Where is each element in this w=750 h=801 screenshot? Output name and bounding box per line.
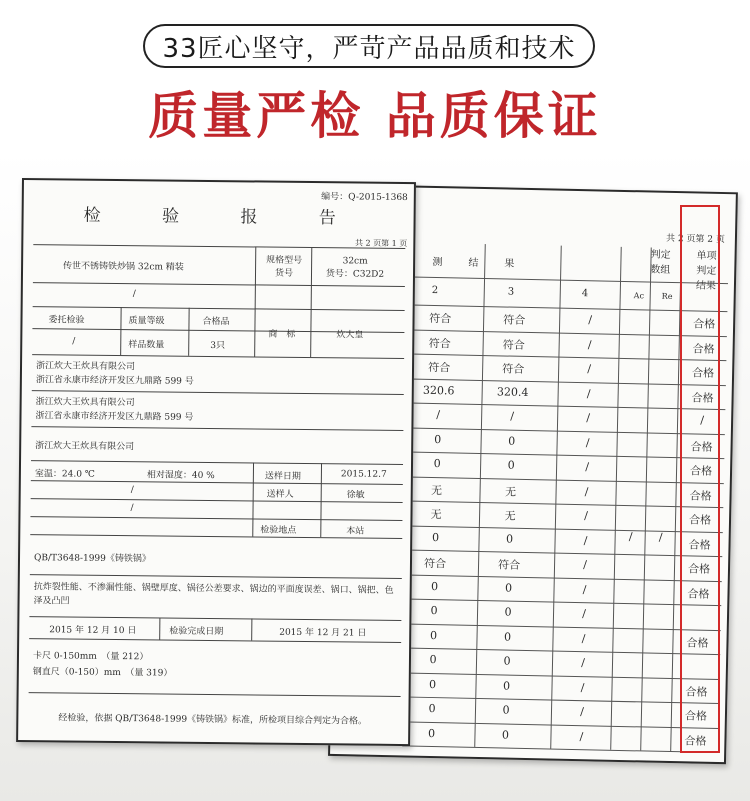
- results-header: 测 结 果: [432, 256, 517, 270]
- company-2-address: 浙江省永康市经济开发区九鼎路 599 号: [35, 411, 194, 423]
- entrust-label: 委托检验: [48, 315, 85, 326]
- single-judge-result: 合格: [687, 586, 710, 601]
- result-col-4: /: [586, 411, 591, 425]
- single-judge-result: 合格: [691, 390, 714, 405]
- single-judge-header: 单项 判定 结果: [695, 250, 717, 292]
- conclusion: 经检验，依据 QB/T3648-1999《铸铁锅》标准，所检项目综合判定为合格。: [58, 713, 368, 727]
- result-col-4: /: [579, 729, 584, 743]
- column-divider: [640, 248, 652, 751]
- single-judge-result: 合格: [693, 317, 716, 331]
- result-col-2: 0: [430, 579, 439, 593]
- slogan-pill: [143, 24, 595, 68]
- finish-date: 2015 年 12 月 21 日: [279, 627, 367, 639]
- judge-header: 判定 数组: [650, 249, 671, 276]
- result-col-4: /: [581, 631, 586, 645]
- result-col-3: 0: [502, 703, 510, 717]
- result-col-4: /: [583, 533, 588, 547]
- result-col-2: 0: [428, 701, 436, 716]
- result-col-3: 0: [504, 581, 513, 595]
- single-judge-result: 合格: [685, 684, 708, 699]
- report-page-1: [16, 178, 416, 746]
- result-col-3: 320.4: [496, 384, 529, 399]
- col-re-header: Re: [661, 291, 673, 301]
- slogan-text: 33匠心坚守，严苛产品品质和技术: [162, 33, 576, 64]
- result-col-2: 0: [430, 603, 438, 618]
- result-col-3: 0: [501, 728, 510, 742]
- slash: /: [130, 485, 134, 496]
- company-2-name: 浙江炊大王炊具有限公司: [35, 397, 135, 409]
- slash: /: [132, 289, 136, 300]
- company-3-name: 浙江炊大王炊具有限公司: [35, 441, 135, 453]
- single-judge-result: /: [700, 413, 705, 427]
- sender-label: 送样人: [266, 489, 294, 500]
- result-col-3: 0: [503, 654, 511, 668]
- send-date: 2015.12.7: [340, 469, 387, 480]
- result-col-3: 0: [503, 630, 512, 644]
- send-date-label: 送样日期: [264, 471, 301, 482]
- sample-qty-label: 样品数量: [128, 340, 165, 351]
- single-judge-result: 合格: [690, 439, 713, 454]
- headline: 质量严检 品质保证: [148, 87, 602, 145]
- result-col-3: 0: [504, 605, 512, 619]
- spec-value: 32cm 货号：C32D2: [325, 256, 385, 280]
- test-items: 抗炸裂性能、不渗漏性能、锅壁厚度、锅径公差要求、锅边的平面度误差、锅口、锅把、色泽及凸凹: [33, 582, 394, 607]
- result-col-2: 0: [434, 432, 442, 446]
- brand-label: 商 标: [268, 329, 296, 340]
- result-col-3: 0: [505, 532, 514, 546]
- result-col-3: 符合: [503, 313, 526, 327]
- result-col-4: /: [583, 558, 588, 572]
- result-col-2: /: [436, 408, 441, 422]
- result-col-2: 0: [431, 530, 440, 544]
- instrument-1: 卡尺 0-150mm （量 212）: [32, 651, 149, 663]
- result-col-4: /: [580, 705, 584, 719]
- doc-number: 编号：Q-2015-1368: [321, 192, 408, 204]
- result-col-3: 符合: [502, 337, 525, 352]
- result-col-2: 320.6: [422, 383, 455, 397]
- result-col-3: 符合: [497, 558, 521, 572]
- result-col-4: /: [587, 337, 592, 351]
- room-temperature: 室温：24.0 ℃: [34, 469, 95, 480]
- result-col-2: 无: [430, 507, 442, 522]
- page-info: 共 2 页第 1 页: [354, 238, 408, 249]
- slash: /: [72, 336, 76, 347]
- col-2-header: 2: [431, 284, 439, 297]
- location-label: 检验地点: [260, 525, 297, 536]
- result-col-4: /: [585, 435, 590, 449]
- grade-label: 质量等级: [128, 316, 165, 327]
- single-judge-result: 合格: [688, 513, 712, 527]
- result-col-2: 0: [429, 628, 438, 642]
- result-col-3: 0: [508, 434, 516, 448]
- grade-value: 合格品: [202, 316, 230, 328]
- start-date: 2015 年 12 月 10 日: [49, 625, 137, 637]
- single-judge-result: 合格: [689, 488, 712, 503]
- result-col-4: /: [582, 607, 587, 621]
- single-judge-result: 合格: [686, 635, 709, 650]
- result-col-4: /: [584, 484, 589, 498]
- result-highlight-box: [680, 205, 720, 753]
- single-judge-result: 合格: [692, 341, 715, 356]
- result-col-2: 0: [433, 457, 441, 471]
- result-col-4: /: [580, 680, 585, 694]
- judge-ac-slash: /: [628, 529, 633, 543]
- result-col-3: 无: [504, 485, 517, 499]
- result-col-4: /: [581, 656, 586, 670]
- finish-date-label: 检验完成日期: [169, 626, 224, 638]
- slash: /: [130, 503, 134, 514]
- result-col-4: /: [585, 460, 590, 474]
- single-judge-result: 合格: [691, 366, 715, 380]
- report-body: [28, 244, 405, 734]
- single-judge-result: 合格: [689, 464, 713, 478]
- result-col-4: /: [588, 313, 593, 327]
- spec-label: 规格型号 货号: [266, 255, 303, 279]
- single-judge-result: 合格: [684, 709, 708, 723]
- result-col-2: 符合: [428, 336, 451, 350]
- page-info: 共 2 页第 2 页: [665, 233, 726, 246]
- banner: [0, 0, 750, 150]
- single-judge-result: 合格: [687, 562, 711, 576]
- test-standard: QB/T3648-1999《铸铁锅》: [33, 553, 151, 565]
- result-col-2: 无: [430, 483, 443, 497]
- result-col-2: 0: [428, 677, 437, 691]
- result-col-3: 0: [507, 458, 515, 472]
- result-col-4: /: [586, 386, 591, 400]
- result-col-4: /: [584, 509, 589, 523]
- single-judge-result: 合格: [684, 733, 707, 748]
- single-judge-result: 合格: [688, 537, 711, 552]
- result-col-3: 0: [502, 679, 511, 693]
- sample-qty-value: 3只: [210, 340, 226, 352]
- result-col-2: 符合: [429, 311, 452, 326]
- judge-re-slash: /: [658, 530, 663, 544]
- col-3-header: 3: [507, 286, 515, 298]
- result-col-3: 符合: [502, 362, 525, 376]
- sender: 徐敏: [346, 490, 365, 501]
- location: 本站: [346, 526, 365, 537]
- product-name: 传世不锈铸铁炒锅 32cm 精装: [63, 261, 184, 273]
- result-col-2: 符合: [428, 360, 451, 375]
- instrument-2: 钢直尺（0-150）mm （量 319）: [32, 667, 173, 679]
- col-ac-header: Ac: [633, 291, 645, 301]
- company-1-name: 浙江炊大王炊具有限公司: [35, 361, 136, 373]
- col-4-header: 4: [581, 288, 589, 300]
- result-col-3: 无: [504, 509, 516, 523]
- result-col-2: 0: [427, 726, 436, 740]
- company-1-address: 浙江省永康市经济开发区九鼎路 599 号: [35, 375, 194, 387]
- report-title: 检 验 报 告: [83, 205, 364, 229]
- brand-value: 炊大皇: [336, 330, 364, 341]
- humidity: 相对湿度：40 %: [146, 470, 215, 482]
- result-col-3: /: [510, 409, 515, 423]
- result-col-4: /: [582, 582, 587, 596]
- result-col-2: 0: [429, 652, 437, 667]
- result-col-2: 符合: [423, 556, 447, 571]
- result-col-4: /: [587, 362, 592, 376]
